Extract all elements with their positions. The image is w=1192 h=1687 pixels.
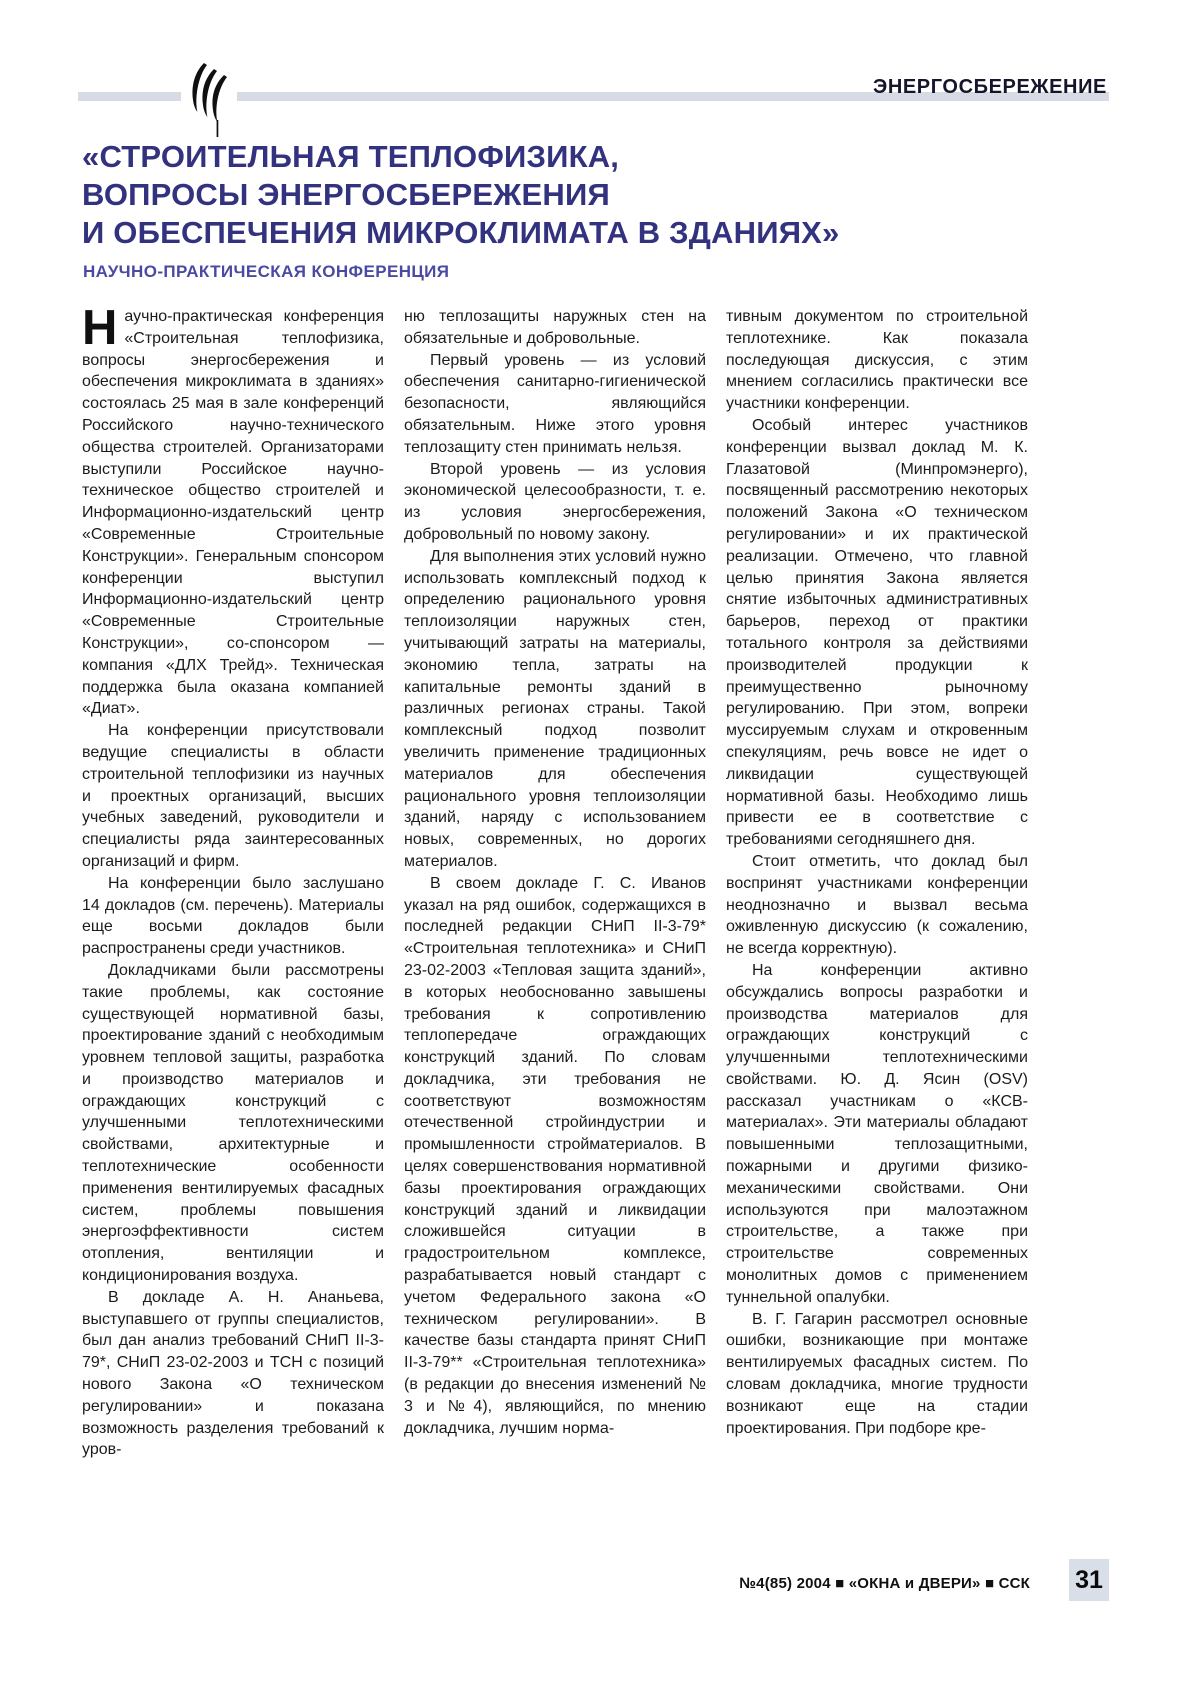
article-paragraph: Первый уровень — из условий обеспечения санитарно-гигиенической безопасности, являющийся обязательным. Ниже этого уровня теплозащиту стен принимать нельзя. [404,351,706,456]
article-paragraph: На конференции активно обсуждались вопросы разработки и производства материалов для ограждающих конструкций с улучшенными теплотехническими свойствами. Ю. Д. Ясин (OSV) рассказал участникам о «КСВ-материалах». Эти материалы обладают повышенными теплозащитными, пожарными и другими физико-механическими свойствами. Они используются при малоэтажном строительстве, а также при строительстве современных монолитных домов с применением туннельной опалубки. [726,961,1028,1306]
publisher-logo [181,62,237,138]
article-paragraph: На конференции присутствовали ведущие специалисты в области строительной теплофизики из научных и проектных организаций, высших учебных заведений, руководители и специалисты ряда заинтересованных организаций и фирм. [82,722,384,870]
feather-logo-icon [184,62,234,138]
text-column-1 [82,306,384,1496]
text-column-2 [404,306,706,1496]
article-body [82,306,1028,1496]
article-paragraph: Стоит отметить, что доклад был воспринят участниками конференции неоднозначно и вызвал весьма оживленную дискуссию (к сожалению, не всегда корректную). [726,852,1028,958]
article-paragraph: В докладе А. Н. Ананьева, выступавшего от группы специалистов, был дан анализ требований СНиП II-3-79*, СНиП 23-02-2003 и ТСН с позиций нового Закона «О техническом регулировании» и показана возможность разделения требований к уров- [82,1288,384,1459]
footer-issue-line: №4(85) 2004 ■ «ОКНА и ДВЕРИ» ■ ССК [739,1575,1030,1592]
article-paragraph: Второй уровень — из условия экономической целесообразности, т. е. из условия энергосбережения, добровольный по новому закону. [404,460,706,543]
article-title-line-1: «СТРОИТЕЛЬНАЯ ТЕПЛОФИЗИКА, [82,139,620,174]
drop-cap: Н [82,306,118,355]
article-paragraph: ню теплозащиты наружных стен на обязательные и добровольные. [404,308,706,347]
text-column-3 [726,306,1028,1496]
article-title [82,138,840,252]
article-paragraph: Для выполнения этих условий нужно использовать комплексный подход к определению рационального уровня теплоизоляции наружных стен, учитывающий затраты на материалы, экономию тепла, затраты на капитальные ремонты зданий в различных регионах страны. Такой комплексный подход позволит увеличить применение традиционных материалов для обеспечения рационального уровня теплоизоляции зданий, наряду с использованием новых, современных, но дорогих материалов. [404,547,706,870]
article-title-line-3: И ОБЕСПЕЧЕНИЯ МИКРОКЛИМАТА В ЗДАНИЯХ» [82,215,840,250]
article-paragraph: Особый интерес участников конференции вызвал доклад М. К. Глазатовой (Минпромэнерго), посвященный рассмотрению некоторых положений Закона «О техническом регулировании» и их практической реализации. Отмечено, что главной целью принятия Закона является снятие избыточных административных барьеров, переход от практики тотального контроля за действиями производителей продукции к преимущественно рыночному регулированию. При этом, вопреки муссируемым слухам и откровенным спекуляциям, речь вовсе не идет о ликвидации существующей нормативной базы. Необходимо лишь привести ее в соответствие с требованиями сегодняшнего дня. [726,416,1028,849]
page-number-badge [1069,1559,1109,1601]
article-subtitle: НАУЧНО-ПРАКТИЧЕСКАЯ КОНФЕРЕНЦИЯ [83,262,450,281]
section-label: ЭНЕРГОСБЕРЕЖЕНИЕ [873,76,1107,98]
article-paragraph: В своем докладе Г. С. Иванов указал на ряд ошибок, содержащихся в последней редакции СНиП II-3-79* «Строительная теплотехника» и СНиП 23-02-2003 «Тепловая защита зданий», в которых необоснованно завышены требования к сопротивлению теплопередаче ограждающих конструкций зданий. По словам докладчика, эти требования не соответствуют возможностям отечественной стройиндустрии и промышленности стройматериалов. В целях совершенствования нормативной базы проектирования ограждающих конструкций зданий и ликвидации сложившейся ситуации в градостроительном комплексе, разрабатывается новый стандарт с учетом Федерального закона «О техническом регулировании». В качестве базы стандарта принят СНиП II-3-79** «Строительная теплотехника» (в редакции до внесения изменений № 3 и №4), являющийся, по мнению докладчика, лучшим норма- [404,874,706,1437]
article-paragraph: тивным документом по строительной теплотехнике. Как показала последующая дискуссия, с этим мнением согласились практически все участники конференции. [726,308,1028,413]
article-paragraph: В. Г. Гагарин рассмотрел основные ошибки, возникающие при монтаже вентилируемых фасадных систем. По словам докладчика, многие трудности возникают еще на стадии проектирования. При подборе кре- [726,1310,1028,1437]
article-title-line-2: ВОПРОСЫ ЭНЕРГОСБЕРЕЖЕНИЯ [82,177,610,212]
page-number: 31 [1075,1565,1103,1594]
article-paragraph: Научно-практическая конференция «Строительная теплофизика, вопросы энергосбережения и обеспечения микроклимата в зданиях» состоялась 25 мая в зале конференций Российского научно-технического общества строителей. Организаторами выступили Российское научно-техническое общество строителей и Информационно-издательский центр «Современные Строительные Конструкции». Генеральным спонсором конференции выступил Информационно-издательский центр «Современные Строительные Конструкции», со-спонсором — компания «ДЛХ Трейд». Техническая поддержка была оказана компанией «Диат». [82,306,384,718]
article-paragraph: На конференции было заслушано 14 докладов (см. перечень). Материалы еще восьми докладов были распространены среди участников. [82,874,384,958]
article-paragraph: Докладчиками были рассмотрены такие проблемы, как состояние существующей нормативной базы, проектирование зданий с необходимым уровнем тепловой защиты, разработка и производство материалов и ограждающих конструкций с улучшенными теплотехническими свойствами, архитектурные и теплотехнические особенности применения вентилируемых фасадных систем, проблемы повышения энергоэффективности систем отопления, вентиляции и кондиционирования воздуха. [82,961,384,1285]
